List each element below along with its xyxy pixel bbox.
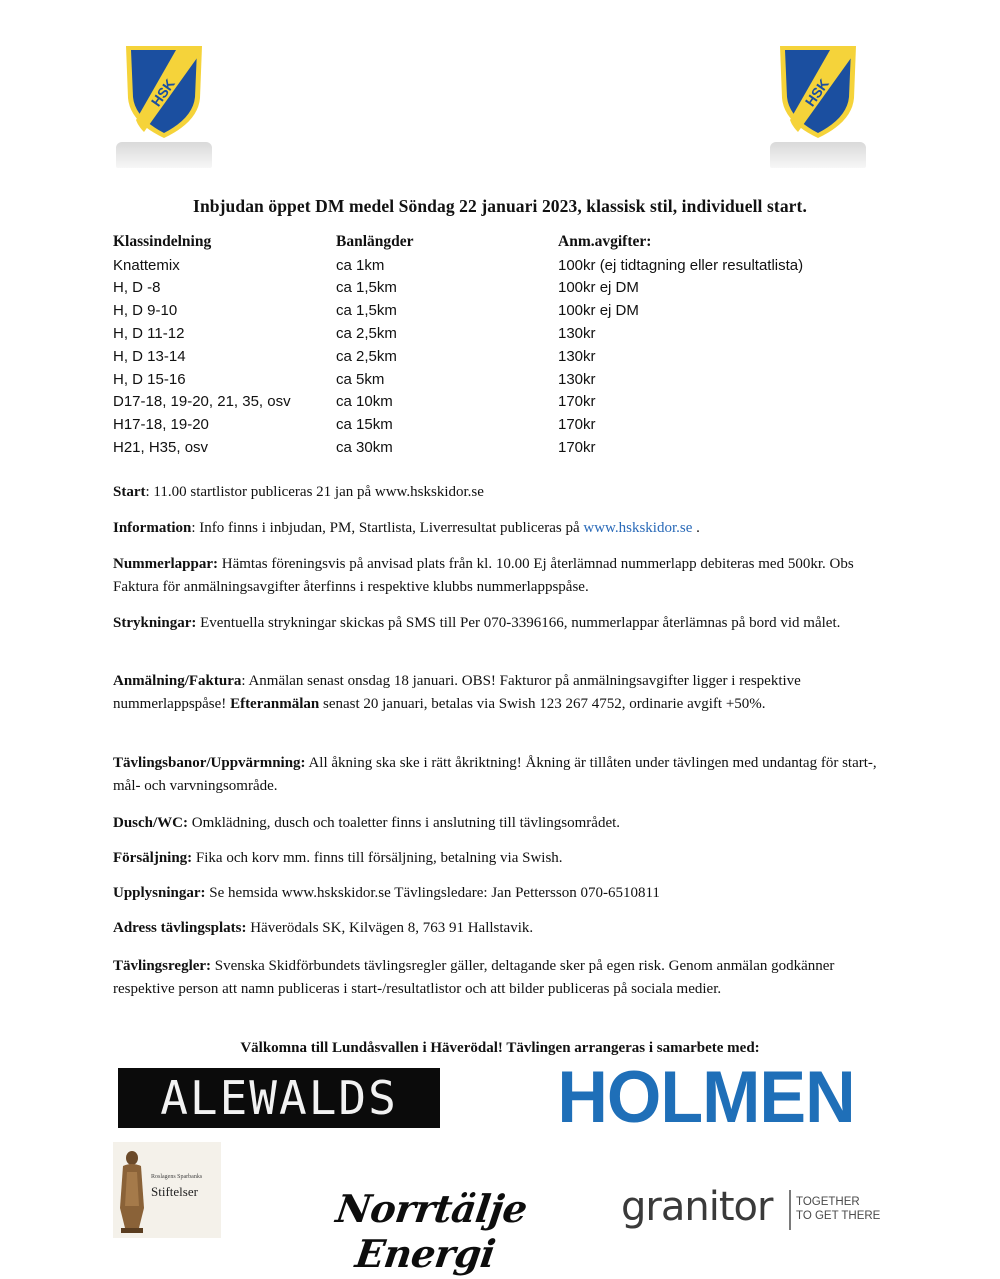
section-text: Häverödals SK, Kilvägen 8, 763 91 Hallstavik. <box>246 920 534 936</box>
table-header-row <box>113 231 898 254</box>
section-label: Information <box>113 520 192 536</box>
section-text-after: . <box>692 520 700 536</box>
class-table <box>113 231 898 459</box>
section-anmalning <box>113 670 893 716</box>
cell-fee: 100kr ej DM <box>558 279 639 297</box>
cell-class: H, D 11-12 <box>113 325 185 343</box>
section-label: Tävlingsregler: <box>113 958 212 974</box>
section-tavlingsbanor <box>113 752 893 798</box>
section-label: Nummerlappar: <box>113 556 218 572</box>
stiftelser-small-text: Roslagens Sparbanks <box>151 1174 203 1180</box>
granitor-tagline-2: TO GET THERE <box>796 1210 881 1222</box>
cell-class: H, D 13-14 <box>113 347 186 365</box>
logo-shadow <box>770 142 866 168</box>
section-dusch <box>113 812 893 835</box>
welcome-line: Välkomna till Lundåsvallen i Häverödal! Tävlingen arrangeras i samarbete med: <box>240 1040 760 1056</box>
cell-class: H21, H35, osv <box>113 439 209 457</box>
table-row <box>113 345 898 368</box>
section-label: Anmälning/Faktura <box>113 673 242 689</box>
club-logo-right <box>768 36 868 176</box>
statue-icon <box>115 1148 149 1234</box>
section-text: Se hemsida www.hskskidor.se Tävlingsledare: Jan Pettersson 070-6510811 <box>205 885 660 901</box>
cell-class: H, D 9-10 <box>113 302 178 320</box>
section-label: Dusch/WC: <box>113 815 189 831</box>
granitor-wordmark: granitor <box>621 1184 773 1230</box>
table-row <box>113 277 898 300</box>
section-text: : Anmälan senast onsdag 18 januari. OBS! Fakturor på anmälningsavgifter ligger i respektive nummerlappspåse! <box>113 673 801 712</box>
cell-class: Knattemix <box>113 256 180 274</box>
stiftelser-text: Stiftelser <box>151 1184 198 1199</box>
cell-distance: ca 30km <box>336 439 393 457</box>
cell-fee: 130kr <box>558 347 596 365</box>
holmen-logo: HOLMEN <box>557 1056 855 1138</box>
granitor-logo <box>621 1182 891 1242</box>
granitor-tagline <box>796 1195 880 1223</box>
cell-fee: 130kr <box>558 370 596 388</box>
cell-distance: ca 5km <box>336 370 385 388</box>
cell-fee: 170kr <box>558 416 596 434</box>
logo-shadow <box>116 142 212 168</box>
section-text: All åkning ska ske i rätt åkriktning! Åkning är tillåten under tävlingen med undantag för start-, mål- och varvningsområde. <box>113 755 877 794</box>
cell-fee: 100kr (ej tidtagning eller resultatlista) <box>558 256 804 274</box>
hsk-shield-icon <box>768 36 868 142</box>
hsk-shield-icon <box>114 36 214 142</box>
cell-distance: ca 1,5km <box>336 302 397 320</box>
cell-distance: ca 2,5km <box>336 347 397 365</box>
section-text: Eventuella strykningar skickas på SMS till Per 070-3396166, nummerlappar återlämnas på bord vid målet. <box>196 615 841 631</box>
table-row <box>113 254 898 277</box>
cell-distance: ca 2,5km <box>336 325 397 343</box>
section-label: Strykningar: <box>113 615 197 631</box>
section-label: Försäljning: <box>113 850 193 866</box>
granitor-tagline-1: TOGETHER <box>796 1196 860 1208</box>
norrtalje-energi-logo: Norrtälje Energi <box>333 1186 530 1276</box>
section-text: Fika och korv mm. finns till försäljning, betalning via Swish. <box>192 850 563 866</box>
section-upplysningar <box>113 882 893 905</box>
header-class: Klassindelning <box>113 233 212 251</box>
section-label: Adress tävlingsplats: <box>113 920 247 936</box>
section-label: Upplysningar: <box>113 885 206 901</box>
section-label-2: Efteranmälan <box>230 696 320 712</box>
section-text: : Info finns i inbjudan, PM, Startlista, Liverresultat publiceras på <box>191 520 584 536</box>
cell-class: H, D 15-16 <box>113 370 186 388</box>
header-distance: Banlängder <box>336 233 414 251</box>
table-row <box>113 413 898 436</box>
club-logo-left <box>114 36 214 176</box>
section-text: Omklädning, dusch och toaletter finns i anslutning till tävlingsområdet. <box>188 815 621 831</box>
section-label: Tävlingsbanor/Uppvärmning: <box>113 755 306 771</box>
section-information <box>113 517 893 540</box>
table-row <box>113 391 898 414</box>
cell-class: H, D -8 <box>113 279 161 297</box>
hsk-shield-text: HSK <box>801 75 832 110</box>
cell-distance: ca 10km <box>336 393 393 411</box>
cell-fee: 130kr <box>558 325 596 343</box>
section-text-2: senast 20 januari, betalas via Swish 123 267 4752, ordinarie avgift +50%. <box>319 696 766 712</box>
section-start <box>113 481 893 504</box>
section-forsaljning <box>113 847 893 870</box>
cell-class: D17-18, 19-20, 21, 35, osv <box>113 393 291 411</box>
section-text: Svenska Skidförbundets tävlingsregler gäller, deltagande sker på egen risk. Genom anmälan godkänner respektive person att namn publiceras i start-/resultatlistor och att bilder publiceras på sociala medier. <box>113 958 835 997</box>
cell-class: H17-18, 19-20 <box>113 416 209 434</box>
stiftelser-logo <box>113 1142 221 1238</box>
granitor-divider <box>789 1190 791 1230</box>
cell-fee: 100kr ej DM <box>558 302 639 320</box>
table-row <box>113 436 898 459</box>
table-row <box>113 299 898 322</box>
section-strykningar <box>113 612 893 635</box>
alewalds-logo: ALEWALDS <box>118 1068 440 1128</box>
header-fee: Anm.avgifter: <box>558 233 652 251</box>
table-row <box>113 322 898 345</box>
cell-distance: ca 1km <box>336 256 385 274</box>
website-link[interactable]: www.hskskidor.se <box>583 520 693 536</box>
cell-fee: 170kr <box>558 393 596 411</box>
section-label: Start <box>113 484 146 500</box>
cell-distance: ca 15km <box>336 416 393 434</box>
section-nummerlappar <box>113 553 893 599</box>
hsk-shield-text: HSK <box>147 75 178 110</box>
section-regler <box>113 955 893 1001</box>
cell-fee: 170kr <box>558 439 596 457</box>
cell-distance: ca 1,5km <box>336 279 397 297</box>
section-text: Hämtas föreningsvis på anvisad plats från kl. 10.00 Ej återlämnad nummerlapp debiteras med 500kr. Obs Faktura för anmälningsavgifter återfinns i respektive klubbs nummerlappspåse. <box>113 556 854 595</box>
section-text: : 11.00 startlistor publiceras 21 jan på www.hskskidor.se <box>145 484 484 500</box>
section-adress <box>113 917 893 940</box>
invitation-title: Inbjudan öppet DM medel Söndag 22 januari 2023, klassisk stil, individuell start. <box>193 196 807 216</box>
table-row <box>113 368 898 391</box>
